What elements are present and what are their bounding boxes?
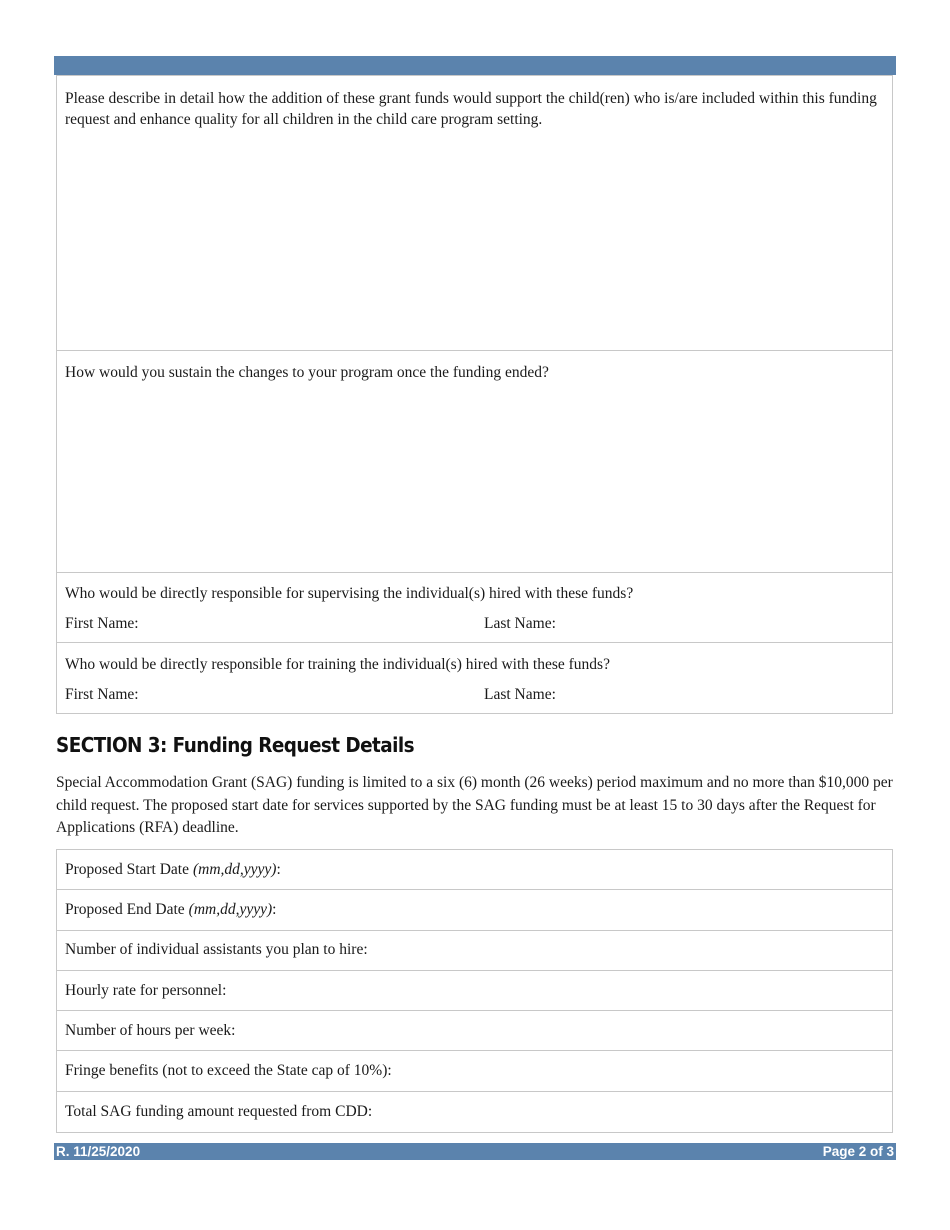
- sustain-description-box[interactable]: [56, 350, 893, 573]
- supervisor-last-name-label: Last Name:: [484, 615, 556, 632]
- trainer-last-name-field[interactable]: [567, 684, 887, 706]
- row-label: Number of hours per week:: [65, 1021, 236, 1039]
- row-label: Fringe benefits (not to exceed the State cap of 10%):: [65, 1062, 392, 1080]
- row-label: Total SAG funding amount requested from CDD:: [65, 1102, 373, 1120]
- page-number: Page 2 of 3: [822, 1144, 894, 1159]
- row-suffix: :: [272, 900, 277, 918]
- row-label: Hourly rate for personnel:: [65, 981, 227, 999]
- trainer-question: Who would be directly responsible for training the individual(s) hired with these funds?: [65, 656, 610, 673]
- trainer-last-name-label: Last Name:: [484, 686, 556, 703]
- funding-details-table: [56, 849, 893, 1133]
- fringe-benefits-row[interactable]: [57, 1051, 892, 1091]
- row-format-hint: (mm,dd,yyyy): [192, 860, 277, 878]
- supervisor-last-name-field[interactable]: [567, 613, 887, 635]
- supervisor-question: Who would be directly responsible for supervising the individual(s) hired with these funds?: [65, 585, 634, 602]
- header-bar: [54, 56, 896, 75]
- section-3-intro: Special Accommodation Grant (SAG) funding is limited to a six (6) month (26 weeks) period maximum and no more than $10,000 per child request. The proposed start date for services supported by the SAG funding must be at least 15 to 30 days after the Request for Applications (RFA) deadline.: [56, 774, 893, 836]
- supervisor-first-name-field[interactable]: [152, 613, 472, 635]
- trainer-first-name-label: First Name:: [65, 686, 139, 703]
- end-date-row[interactable]: [57, 890, 892, 930]
- assistants-count-row[interactable]: [57, 931, 892, 971]
- row-label: Number of individual assistants you plan to hire:: [65, 941, 368, 959]
- trainer-first-name-field[interactable]: [152, 684, 472, 706]
- hours-per-week-row[interactable]: [57, 1011, 892, 1051]
- footer-bar: [54, 1143, 896, 1160]
- support-question: Please describe in detail how the addition of these grant funds would support the child(ren) who is/are included within this funding request and enhance quality for all children in the child care program setting.: [65, 90, 877, 128]
- support-description-box[interactable]: [56, 75, 893, 351]
- trainer-box: [56, 642, 893, 714]
- total-funding-row[interactable]: [57, 1092, 892, 1132]
- section-3-heading: SECTION 3: Funding Request Details: [56, 733, 415, 757]
- row-label: Proposed End Date: [65, 900, 185, 918]
- sustain-question: How would you sustain the changes to your program once the funding ended?: [65, 364, 549, 381]
- hourly-rate-row[interactable]: [57, 971, 892, 1011]
- supervisor-box: [56, 572, 893, 643]
- start-date-row[interactable]: [57, 850, 892, 890]
- row-format-hint: (mm,dd,yyyy): [188, 900, 273, 918]
- supervisor-first-name-label: First Name:: [65, 615, 139, 632]
- row-label: Proposed Start Date: [65, 860, 189, 878]
- revision-date: R. 11/25/2020: [56, 1144, 141, 1159]
- row-suffix: :: [276, 860, 281, 878]
